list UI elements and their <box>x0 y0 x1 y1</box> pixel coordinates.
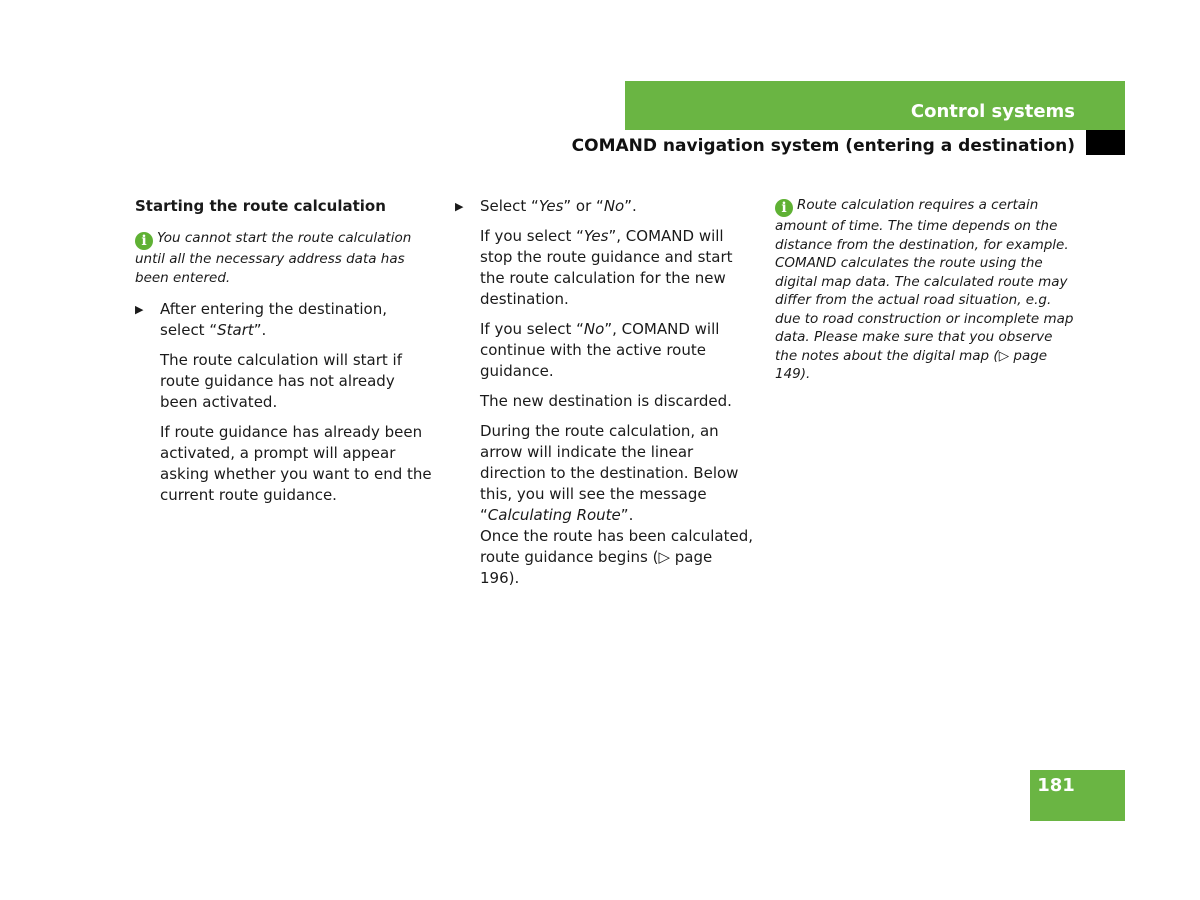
message-calculating-route: Calculating Route <box>487 506 621 524</box>
info-note <box>775 196 1075 384</box>
column-middle <box>455 196 755 589</box>
subsection-title: COMAND navigation system (entering a destination) <box>571 136 1075 156</box>
option-yes: Yes <box>538 197 564 215</box>
column-right <box>775 196 1075 396</box>
info-note <box>135 229 435 287</box>
info-icon: i <box>135 232 153 250</box>
paragraph-no <box>455 319 755 382</box>
text: If you select “ <box>480 320 584 338</box>
page-reference: page 149). <box>775 347 1048 382</box>
text: ”, COMAND will stop the route guidance and start the route calculation for the new destination. <box>480 227 733 308</box>
text: ”, COMAND will continue with the active route guidance. <box>480 320 720 380</box>
black-tab-marker <box>1086 130 1125 155</box>
column-left <box>135 196 435 506</box>
option-no: No <box>583 320 605 338</box>
section-title: Control systems <box>910 101 1075 122</box>
step-option-start: Start <box>217 321 254 339</box>
bullet-arrow-icon: ▶ <box>455 200 464 213</box>
option-no: No <box>603 197 625 215</box>
page-reference: page 196). <box>480 548 713 587</box>
text: During the route calculation, an arrow will indicate the linear direction to the destination. Below this, you will see the message “ <box>480 422 739 524</box>
bullet-arrow-icon: ▶ <box>135 303 144 316</box>
step-text-end: ”. <box>624 197 637 215</box>
info-note-text: COMAND calculates the route using the digital map data. The calculated route may differ from the actual road situation, e.g. due to road construction or incomplete map data. Please make sure that you observe the notes about the digital map ( <box>775 255 1074 364</box>
paragraph-yes <box>455 226 755 310</box>
text: Once the route has been calculated, route guidance begins ( <box>480 527 753 566</box>
paragraph-discarded: The new destination is discarded. <box>480 392 732 410</box>
step-text-mid: ” or “ <box>563 197 604 215</box>
text: ”. <box>620 506 634 524</box>
section-heading: Starting the route calculation <box>135 197 386 215</box>
paragraph: If route guidance has already been activated, a prompt will appear asking whether you want to end the current route guidance. <box>160 423 432 504</box>
paragraph: The route calculation will start if route guidance has not already been activated. <box>160 351 402 411</box>
page-ref-arrow-icon: ▷ <box>658 548 670 566</box>
instruction-step <box>455 196 755 217</box>
text: If you select “ <box>480 227 584 245</box>
page-number: 181 <box>1037 775 1075 796</box>
info-icon: i <box>775 199 793 217</box>
instruction-step <box>135 299 435 341</box>
step-text: Select “ <box>480 197 539 215</box>
info-note-text: You cannot start the route calculation until all the necessary address data has been entered. <box>135 230 412 286</box>
step-text-end: ”. <box>253 321 267 339</box>
step-text: After entering the destination, select “ <box>160 300 387 339</box>
info-note-text: Route calculation requires a certain amount of time. The time depends on the distance from the destination, for example. <box>775 197 1069 253</box>
page-ref-arrow-icon: ▷ <box>998 347 1010 364</box>
option-yes: Yes <box>583 227 609 245</box>
paragraph-during <box>455 421 755 589</box>
